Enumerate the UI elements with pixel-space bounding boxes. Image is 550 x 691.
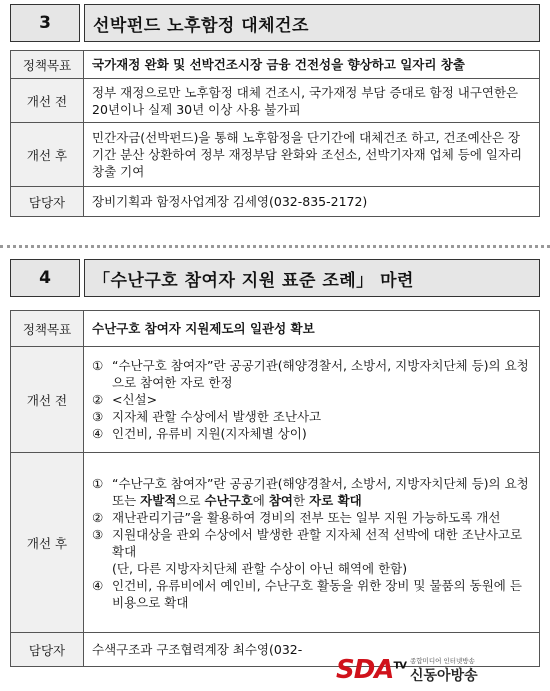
- section-3-table: [10, 50, 540, 217]
- watermark-name: 신동아방송: [410, 667, 478, 684]
- list-item: ③ 지원대상을 관외 수상에서 발생한 관할 지자체 선적 선박에 대한 조난사고로 확대: [92, 526, 523, 559]
- contact-text: 장비기획과 함정사업계장 김세영(032-835-2172): [84, 187, 540, 217]
- list-item: ① “수난구호 참여자”란 공공기관(해양경찰서, 소방서, 지방자치단체 등)의 요청으로 참여한 자로 한정: [92, 358, 529, 390]
- list-item: ③ 지자체 관할 수상에서 발생한 조난사고: [92, 409, 322, 424]
- before-text: 정부 재정으로만 노후함정 대체 건조시, 국가재정 부담 증대로 함정 내구연한은 20년이나 실제 30년 이상 사용 불가피: [84, 79, 540, 123]
- list-item: ④ 인건비, 유류비 지원(지자체별 상이): [92, 426, 307, 441]
- after-text: 민간자금(선박펀드)을 통해 노후함정을 단기간에 대체건조 하고, 건조예산은 장기간 분산 상환하여 정부 재정부담 완화와 조선소, 선박기자재 업체 등에 일자리 창출 기여: [84, 123, 540, 187]
- section-4-title: 「수난구호 참여자 지원 표준 조례」 마련: [84, 259, 540, 297]
- before-label: 개선 전: [11, 347, 84, 453]
- section-4-table: [10, 310, 540, 667]
- contact-text: 수색구조과 구조협력계장 최수영(032-: [84, 633, 540, 667]
- section-4-header: [10, 259, 540, 297]
- list-item: ④ 인건비, 유류비에서 예인비, 수난구호 활동을 위한 장비 및 물품의 동원에 든 비용으로 확대: [92, 577, 522, 610]
- goal-label: 정책목표: [11, 311, 84, 347]
- goal-text: 수난구호 참여자 지원제도의 일관성 확보: [84, 311, 540, 347]
- sda-logo: $SDA^{TV}$: [336, 655, 406, 685]
- goal-label: 정책목표: [11, 51, 84, 79]
- list-item: ② 재난관리기금”을 활용하여 경비의 전부 또는 일부 지원 가능하도록 개선: [92, 509, 501, 525]
- section-3-number: 3: [10, 4, 80, 42]
- contact-label: 담당자: [11, 187, 84, 217]
- section-4-number: 4: [10, 259, 80, 297]
- after-label: 개선 후: [11, 123, 84, 187]
- list-item: ② <신설>: [92, 392, 158, 407]
- goal-text: 국가재정 완화 및 선박건조시장 금융 건전성을 향상하고 일자리 창출: [84, 51, 540, 79]
- watermark-logo: [336, 653, 546, 687]
- after-label: 개선 후: [11, 453, 84, 633]
- section-3-header: [10, 4, 540, 42]
- before-label: 개선 전: [11, 79, 84, 123]
- section-divider: [0, 245, 550, 248]
- list-item: ① “수난구호 참여자”란 공공기관(해양경찰서, 소방서, 지방자치단체 등)의 요청 또는 자발적으로 수난구호에 참여한 자로 확대: [92, 475, 529, 508]
- before-list: [84, 347, 540, 453]
- watermark-tagline: 종합미디어 인터넷방송: [410, 656, 475, 665]
- list-item: (단, 다른 지방자치단체 관할 수상이 아닌 해역에 한함): [112, 560, 408, 576]
- section-3-title: 선박펀드 노후함정 대체건조: [84, 4, 540, 42]
- after-list: [84, 453, 540, 633]
- contact-label: 담당자: [11, 633, 84, 667]
